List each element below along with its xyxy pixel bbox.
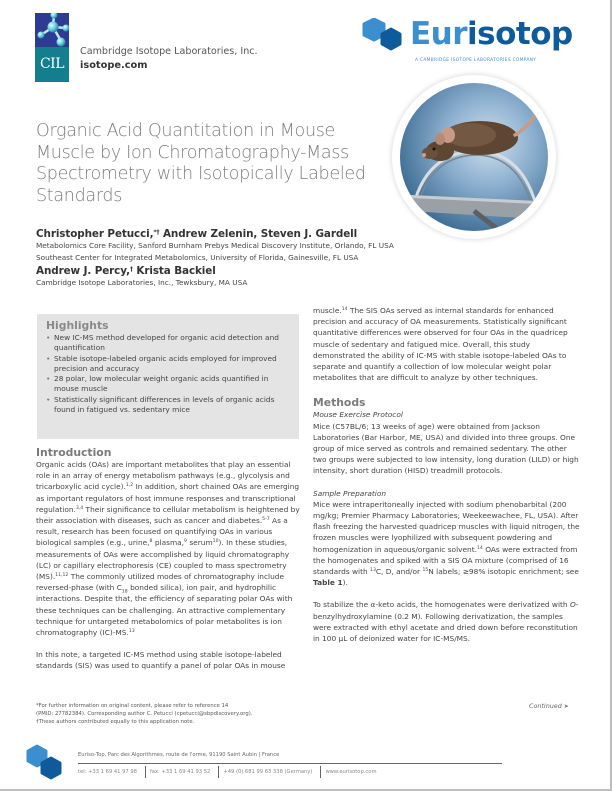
introduction-heading: Introduction (36, 446, 112, 459)
footnotes (36, 703, 316, 726)
table-1-reference[interactable]: Table 1 (313, 578, 343, 588)
citation: 5-7 (262, 517, 270, 523)
sample-preparation-text: Mice were intraperitoneally injected with sodium phenobarbital (200 mg/kg; Premier Pharmacy Laboratories; Weekeewachee, FL, USA). After flash freezing the harvested quadricep muscles with liquid nitrogen, the frozen muscles were lyophilized with subsequent powdering and homogenization in aqueous/organic solvent.$^{14}$ OAs were extracted from the homogenates and spiked with a SIS OA mixture (comprised of 16 standards with $^{13}$C, D, and/or $^{15}$N labels; ≥98% isotopic enrichment; see Table 1). (313, 499, 580, 588)
document-title: Organic Acid Quantitation in Mouse Muscle by Ion Chromatography-Mass Spectrometry with Isotopically Labeled Standards (36, 121, 366, 206)
footer-contacts (78, 766, 385, 778)
continued-link[interactable] (529, 702, 569, 710)
authors-block (36, 228, 536, 289)
author-marks: † (129, 266, 133, 273)
author-marks: *† (153, 229, 160, 236)
cil-url[interactable]: isotope.com (80, 60, 148, 71)
exercise-protocol-subheading: Mouse Exercise Protocol (313, 410, 403, 420)
footer-germany-phone[interactable]: +49 (0) 681 99 63 338 (Germany) (218, 766, 320, 778)
highlights-box (37, 314, 299, 439)
citation: 3,4 (75, 505, 84, 511)
footnote-1: *For further information on original content, please refer to reference 14 (36, 703, 229, 709)
methods-heading: Methods (313, 396, 366, 410)
cil-branding (80, 46, 258, 71)
eurisotop-logo (360, 16, 606, 66)
footer-tel[interactable]: tel: +33 1 69 41 97 98 (78, 769, 137, 775)
author-line-2 (36, 265, 536, 277)
citation: 8 (149, 539, 153, 545)
eurisotop-wordmark (410, 16, 573, 52)
sample-preparation-subheading: Sample Preparation (313, 488, 387, 498)
introduction-section (36, 447, 304, 672)
derivatization-text: To stabilize the α-keto acids, the homogenates were derivatized with O-benzylhydroxylamine (0.2 M). Following derivatization, the samples were extracted with ethyl acetate and dried down before reconstitution in 100 µL of deionized water for IC-MS/MS. (313, 600, 579, 644)
subscript: 18 (121, 589, 128, 595)
citation: 14 (476, 545, 483, 551)
introduction-paragraph-1: Organic acids (OAs) are important metabolites that play an essential role in an array of energy metabolism pathways (e.g., glycolysis and tricarboxylic acid cycle).$^{1,2}$ In addition, short chained OAs are emerging as important regulators of host immune responses and transcriptional regulation.$^{3,4}$ Their significance to cellular metabolism is heightened by their association with diseases, such as cancer and diabetes.$^{5-7}$ As a result, research has been focused on quantifying OAs in various biological samples (e.g., urine,$^8$ plasma,$^9$ serum$^{10}$). In these studies, measurements of OAs were accomplished by liquid chromatography (LC) or capillary electrophoresis (CE) coupled to mass spectrometry (MS).$^{11,12}$ The commonly utilized modes of chromatography include reversed-phase (with $C_{18}$ bonded silica), ion pair, and hydrophilic interactions. Despite that, the efficiency of separating polar OAs with these techniques can be challenging. An attractive complementary technique for untargeted metabolomics of polar metabolites is ion chromatography (IC)-MS.$^{13}$ (36, 460, 300, 638)
introduction-continued-paragraph: muscle.$^{14}$ The SIS OAs served as internal standards for enhanced precision and accuracy of OA measurements. Statistically significant quantitative differences were observed for four OAs in the quadricep muscle of sedentary and fatigued mice. Overall, this study demonstrated the ability of IC-MS with stable isotope-labeled OAs to separate and quantify a collection of low molecular weight polar metabolites that are difficult to analyze by other techniques. (313, 306, 568, 383)
citation: 13 (128, 629, 135, 635)
cil-logo-text: CIL (35, 47, 69, 82)
affiliation: Southeast Center for Integrated Metabolomics, University of Florida, Gainesville, FL USA (36, 252, 359, 262)
wordmark-eur: Eur (410, 16, 468, 52)
citation: 1,2 (125, 483, 134, 489)
eurisotop-tagline: A CAMBRIDGE ISOTOPE LABORATORIES COMPANY (415, 58, 537, 63)
right-column (313, 305, 581, 644)
footnote-2: †These authors contributed equally to this application note. (36, 718, 195, 725)
mouse-photo-frame (392, 75, 556, 239)
footnote-1-cont: (PMID: 27782384). Corresponding author C. Petucci (cpetucci@sbpdiscovery.org). (36, 710, 253, 717)
citation: 10 (212, 539, 219, 545)
footer-divider (78, 763, 502, 764)
introduction-paragraph-2: In this note, a targeted IC-MS method using stable isotope-labeled standards (SIS) was used to quantify a panel of polar OAs in mouse (36, 650, 286, 671)
citation: 14 (341, 307, 348, 312)
footer-website[interactable]: www.eurisotop.com (320, 766, 384, 778)
continued-label: Continued (529, 702, 562, 710)
cil-logo (35, 13, 69, 82)
author-names: Krista Backiel (132, 265, 216, 277)
citation: 9 (184, 539, 187, 545)
footer-hexagon-logo-icon (24, 744, 64, 784)
wordmark-isotop: isotop (467, 16, 573, 52)
isotope-superscript: 13 (370, 568, 376, 574)
author-line-1 (36, 228, 536, 240)
citation: 11,12 (55, 573, 69, 579)
highlight-item: • New IC-MS method developed for organic acid detection and quantification (46, 333, 291, 354)
mouse-on-wheel-photo (400, 83, 548, 231)
arrow-right-icon: ➤ (563, 703, 569, 710)
affiliation: Metabolomics Core Facility, Sanford Burnham Prebys Medical Discovery Institute, Orlando, FL USA (36, 241, 394, 250)
highlight-item: • 28 polar, low molecular weight organic acids quantified in mouse muscle (46, 374, 291, 395)
affiliation: Cambridge Isotope Laboratories, Inc., Tewksbury, MA USA (36, 278, 248, 287)
exercise-protocol-text: Mice (C57BL/6; 13 weeks of age) were obtained from Jackson Laboratories (Bar Harbor, ME, USA) and divided into three groups. One group of mice served as controls and remained sedentary. The other two groups were subjected to low intensity, long duration (LILD) or high intensity, short duration (HISD) treadmill protocols. (313, 421, 579, 476)
highlight-item: • Stable isotope-labeled organic acids employed for improved precision and accuracy (46, 354, 291, 375)
molecule-icon (35, 13, 69, 47)
footer-address: Eurisо-Top, Parc des Algorithmes, route de l'orme, 91190 Saint Aubin | France (78, 752, 280, 758)
highlight-item: • Statistically significant differences in levels of organic acids found in fatigued vs. sedentary mice (46, 395, 291, 416)
cil-company-name: Cambridge Isotope Laboratories, Inc. (80, 46, 258, 57)
footer-fax: fax: +33 1 69 41 93 52 (145, 766, 218, 778)
author-names: Andrew Zelenin, Steven J. Gardell (159, 228, 358, 240)
author-names: Andrew J. Percy, (36, 265, 130, 277)
isotope-superscript: 15 (422, 568, 429, 574)
highlights-title: Highlights (46, 319, 109, 332)
author-names: Christopher Petucci, (36, 228, 154, 240)
hexagon-logo-icon (360, 18, 410, 54)
